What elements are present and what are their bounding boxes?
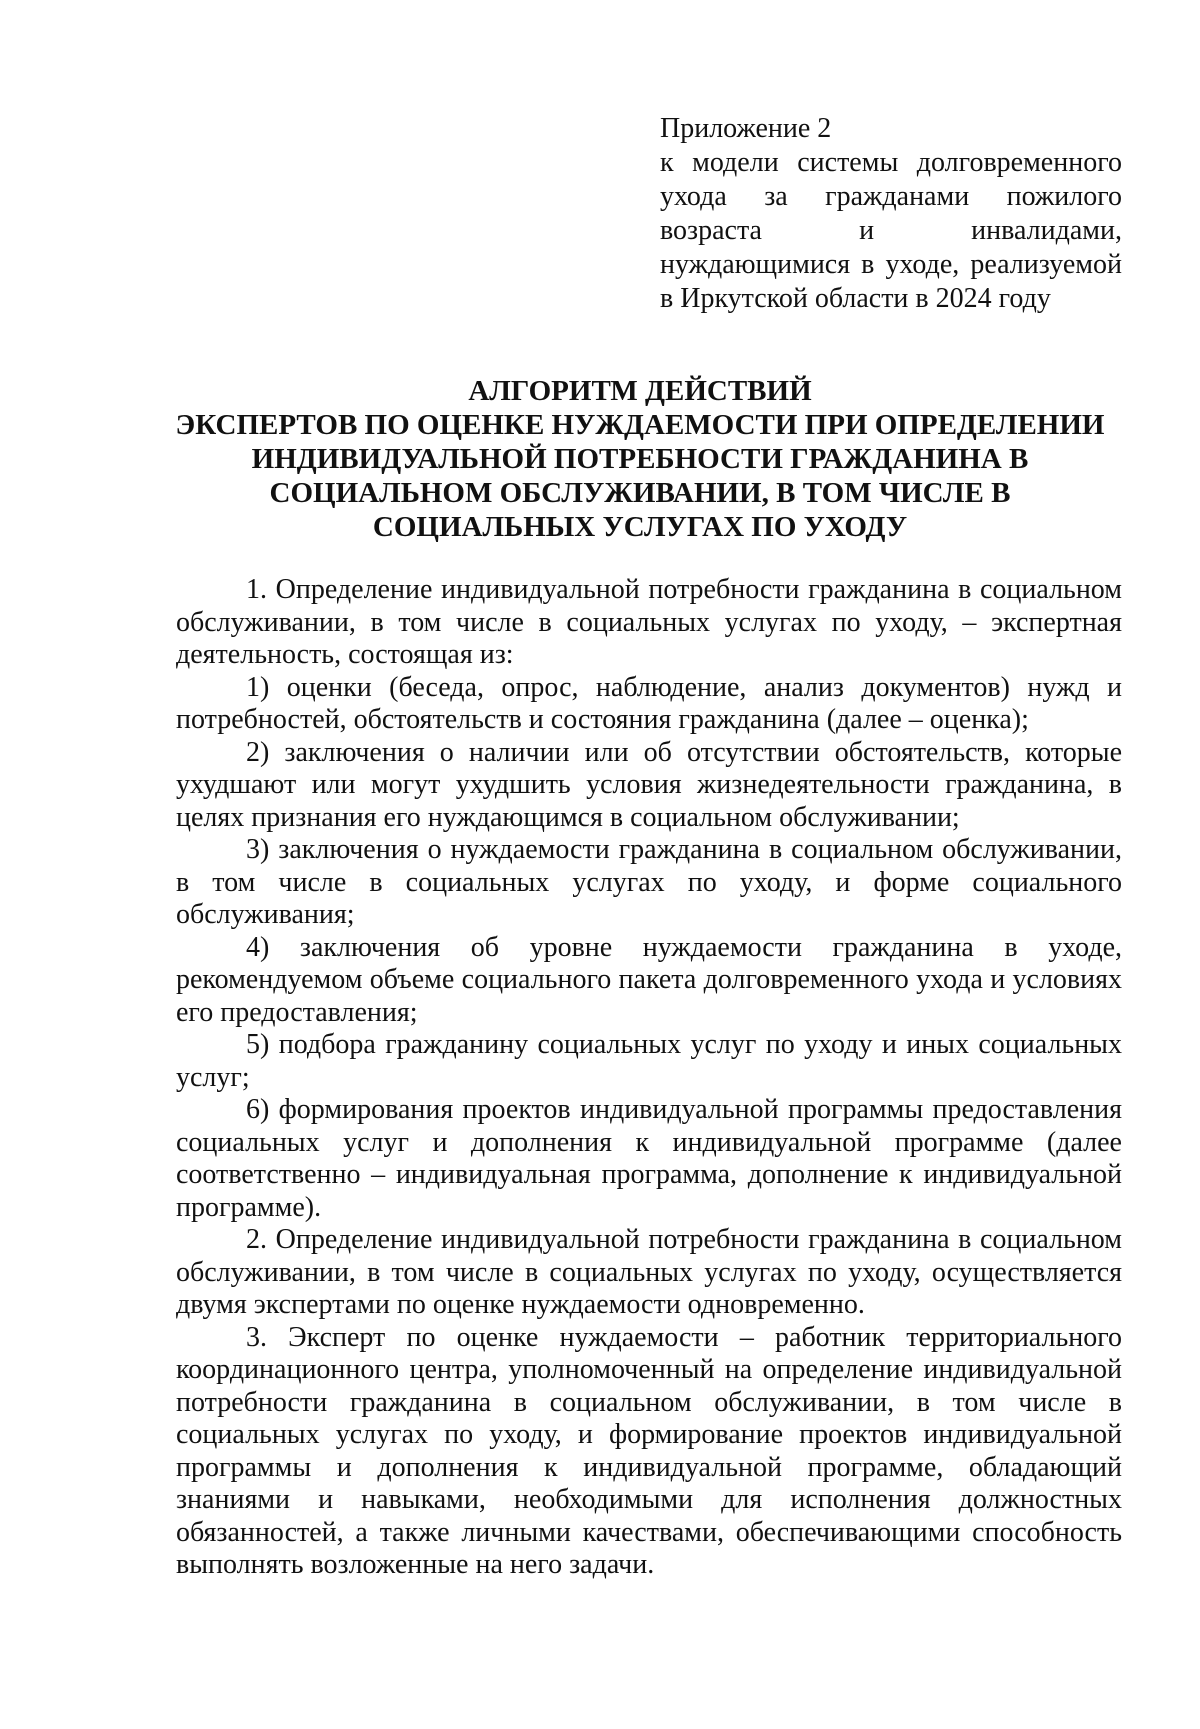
title-line-4: СОЦИАЛЬНОМ ОБСЛУЖИВАНИИ, В ТОМ ЧИСЛЕ В (269, 477, 1011, 509)
paragraph-1-item-1: 1) оценки (беседа, опрос, наблюдение, анализ документов) нужд и потребностей, обстоятельств и состояния гражданина (далее – оценка); (176, 671, 1122, 735)
paragraph-3: 3. Эксперт по оценке нуждаемости – работник территориального координационного центра, уполномоченный на определение индивидуальной потребности гражданина в социальном обслуживании, в том числе в социальных услугах по уходу, и формирование проектов индивидуальной программы и дополнения к индивидуальной программе, обладающий знаниями и навыками, необходимыми для исполнения должностных обязанностей, а также личными качествами, обеспечивающими способность выполнять возложенные на него задачи. (176, 1321, 1122, 1580)
paragraph-1-item-2: 2) заключения о наличии или об отсутствии обстоятельств, которые ухудшают или могут ухудшить условия жизнедеятельности гражданина, в целях признания его нуждающимся в социальном обслуживании; (176, 736, 1122, 833)
title-line-2: ЭКСПЕРТОВ ПО ОЦЕНКЕ НУЖДАЕМОСТИ ПРИ ОПРЕДЕЛЕНИИ (175, 409, 1105, 441)
title-line-3: ИНДИВИДУАЛЬНОЙ ПОТРЕБНОСТИ ГРАЖДАНИНА В (251, 443, 1029, 475)
document-body (176, 574, 1122, 1582)
paragraph-1-item-6: 6) формирования проектов индивидуальной программы предоставления социальных услуг и дополнения к индивидуальной программе (далее соответственно – индивидуальная программа, дополнение к индивидуальной программе). (176, 1094, 1122, 1223)
paragraph-1-item-5: 5) подбора гражданину социальных услуг по уходу и иных социальных услуг; (176, 1029, 1122, 1093)
annex-header (660, 112, 1122, 316)
paragraph-1-item-3: 3) заключения о нуждаемости гражданина в социальном обслуживании, в том числе в социальных услугах по уходу, и форме социального обслуживания; (176, 834, 1122, 930)
paragraph-1-item-4: 4) заключения об уровне нуждаемости гражданина в уходе, рекомендуемом объеме социального пакета долговременного ухода и условиях его предоставления; (176, 931, 1122, 1028)
annex-label: Приложение 2 (660, 113, 832, 144)
annex-text: к модели системы долговременного ухода за гражданами пожилого возраста и инвалидами, нуждающимися в уходе, реализуемой в Иркутской области в 2024 году (660, 147, 1122, 314)
title-line-5: СОЦИАЛЬНЫХ УСЛУГАХ ПО УХОДУ (372, 511, 908, 543)
title-line-1: АЛГОРИТМ ДЕЙСТВИЙ (468, 375, 812, 407)
paragraph-2: 2. Определение индивидуальной потребности гражданина в социальном обслуживании, в том числе в социальных услугах по уходу, осуществляется двумя экспертами по оценке нуждаемости одновременно. (176, 1224, 1122, 1320)
paragraph-1: 1. Определение индивидуальной потребности гражданина в социальном обслуживании, в том числе в социальных услугах по уходу, – экспертная деятельность, состоящая из: (176, 574, 1122, 670)
document-title (160, 374, 1120, 544)
